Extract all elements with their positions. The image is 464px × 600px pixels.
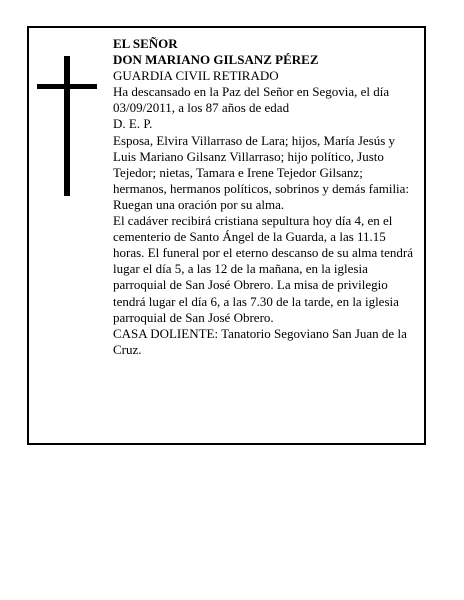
deceased-name: DON MARIANO GILSANZ PÉREZ <box>113 52 319 68</box>
cross-horizontal-bar <box>37 84 97 89</box>
cross-icon <box>37 56 97 196</box>
prayer-request: Ruegan una oración por su alma. <box>113 196 285 212</box>
casa-doliente: CASA DOLIENTE: Tanatorio Segoviano San Juan de la Cruz. <box>113 325 407 357</box>
deceased-title: GUARDIA CIVIL RETIRADO <box>113 68 279 84</box>
funeral-details: El cadáver recibirá cristiana sepultura hoy día 4, en el cementerio de Santo Ángel de la Guarda, a las 11.15 horas. El funeral por el eterno descanso de su alma tendrá lugar el día 5, a las 12 de la mañana, en la iglesia parroquial de San José Obrero. La misa de privilegio tendrá lugar el día 6, a las 7.30 de la tarde, en la iglesia parroquial de San José Obrero. <box>113 213 413 325</box>
dep-line: D. E. P. <box>113 116 153 132</box>
obituary-text <box>113 36 416 358</box>
family-list: Esposa, Elvira Villarraso de Lara; hijos, María Jesús y Luis Mariano Gilsanz Villarraso; hijo político, Justo Tejedor; nietas, Tamara e Irene Tejedor Gilsanz; hermanos, hermanos políticos, sobrinos y demás familia: <box>113 132 410 196</box>
heading-line-1: EL SEÑOR <box>113 36 178 51</box>
cross-vertical-bar <box>64 56 70 196</box>
death-announcement: Ha descansado en la Paz del Señor en Segovia, el día 03/09/2011, a los 87 años de edad <box>113 84 390 116</box>
